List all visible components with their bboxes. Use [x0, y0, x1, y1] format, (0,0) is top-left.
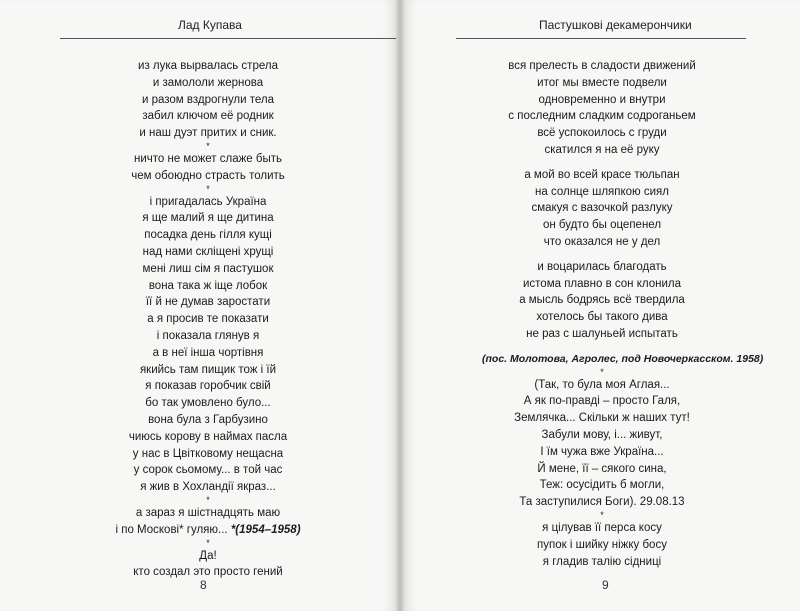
- poem-line: Теж: осусідить б могли,: [539, 479, 665, 492]
- poem-line: і показала глянув я: [156, 329, 260, 342]
- poem-line: я жив в Хохландії якраз...: [140, 481, 276, 494]
- asterisk-separator: *: [600, 509, 604, 520]
- poem-line: что оказался не у дел: [543, 235, 661, 248]
- left-page-number: 8: [200, 578, 207, 592]
- poem-line: (Так, то була моя Аглая...: [534, 378, 670, 391]
- poem-line: якийсь там пищик тож і їй: [139, 363, 277, 376]
- poem-line: я показав горобчик свій: [145, 380, 271, 393]
- poem-line: Забули мову, і... живут,: [541, 428, 663, 441]
- poem-line: [98, 522, 318, 539]
- poem-line: А як по-правді – просто Галя,: [523, 395, 681, 408]
- right-header-rule: [456, 38, 746, 39]
- poem-line: и замололи жернова: [152, 76, 264, 89]
- poem-line: смакуя с вазочкой разлуку: [531, 202, 673, 215]
- stanza-gap: [482, 251, 722, 259]
- poem-line: я цілував її перса косу: [542, 521, 662, 534]
- poem-line: а мой во всей красе тюльпан: [524, 168, 680, 181]
- poem-line: с последним сладким содроганьем: [508, 110, 696, 123]
- poem-line: из лука вырвалась стрела: [138, 60, 278, 72]
- poem-line: І їм чужа вже Україна...: [540, 445, 664, 458]
- left-page: [0, 0, 396, 611]
- poem-line: одновременно и внутри: [538, 93, 666, 106]
- poem-line: кто создал это просто гений: [133, 566, 283, 579]
- book-gutter: [396, 0, 404, 611]
- place-note: (пос. Молотова, Агролес, под Новочеркасском. 1958): [482, 352, 764, 365]
- poem-line: мені лиш сім я пастушок: [142, 262, 274, 275]
- poem-line: и наш дуэт притих и сник.: [139, 127, 277, 140]
- stanza-gap: [482, 343, 722, 351]
- poem-line: а мысль бодрясь всё твердила: [519, 294, 685, 307]
- poem-line-text: і по Москові* гуляю...: [115, 523, 231, 536]
- poem-line: я гладив талію сідниці: [542, 555, 662, 568]
- right-header: Пастушкові декамерончики: [539, 18, 692, 32]
- poem-line: на солнце шляпкою сиял: [535, 185, 669, 198]
- asterisk-separator: *: [206, 537, 210, 548]
- poem-line: у сорок сьомому... в той час: [133, 464, 283, 477]
- poem-line: не раз с шалуньей испытать: [526, 327, 678, 340]
- poem-line: скатился я на её руку: [544, 143, 660, 156]
- poem-line: вона така ж іще лобок: [148, 279, 268, 292]
- poem-line: всё успокоилось с груди: [537, 127, 667, 140]
- poem-line: і пригадалась Україна: [149, 195, 267, 208]
- poem-line: забил ключом её родник: [142, 110, 274, 123]
- right-page-number: 9: [602, 578, 609, 592]
- stanza-gap: [482, 159, 722, 167]
- poem-line: бо так умовлено було...: [145, 397, 271, 410]
- poem-line: и воцарилась благодать: [537, 260, 667, 273]
- date-note: *(1954–1958): [230, 523, 301, 536]
- poem-line: итог мы вместе подвели: [537, 76, 667, 89]
- poem-line: Й мене, її – сякого сина,: [537, 462, 667, 475]
- right-poem: [482, 58, 764, 570]
- poem-line: посадка день гілля кущі: [144, 229, 272, 242]
- poem-line: ничто не может слаже быть: [133, 152, 283, 165]
- poem-line: пупок і шийку ніжку босу: [537, 538, 667, 551]
- asterisk-separator: *: [206, 494, 210, 505]
- poem-line: а я просив те показати: [147, 313, 269, 326]
- asterisk-separator: *: [206, 183, 210, 194]
- asterisk-separator: *: [206, 140, 210, 151]
- left-poem: [98, 58, 318, 581]
- poem-line: хотелось бы такого дива: [536, 311, 668, 324]
- poem-line: а в неї інша чортівня: [152, 346, 264, 359]
- poem-line: Да!: [199, 549, 217, 562]
- poem-line: истома плавно в сон клонила: [523, 277, 681, 290]
- poem-line: її й не думав заростати: [145, 296, 271, 309]
- poem-line: чем обоюдно страсть толить: [131, 169, 285, 182]
- poem-line: чиюсь корову в наймах пасла: [128, 430, 288, 443]
- left-header-rule: [60, 38, 396, 39]
- poem-line: Землячка... Скільки ж наших тут!: [514, 412, 690, 425]
- poem-line: Та заступилися Боги). 29.08.13: [519, 496, 685, 509]
- asterisk-separator: *: [600, 366, 604, 377]
- poem-line: над нами скліщені хрущі: [142, 245, 274, 258]
- poem-line: вона була з Гарбузино: [148, 413, 268, 426]
- poem-line: он будто бы оцепенел: [542, 219, 662, 232]
- poem-line: а зараз я шістнадцять маю: [135, 506, 281, 519]
- poem-line: и разом вздрогнули тела: [141, 93, 275, 106]
- poem-line: вся прелесть в сладости движений: [508, 60, 696, 72]
- poem-line: я ще малий я ще дитина: [142, 212, 274, 225]
- left-header: Лад Купава: [178, 18, 242, 32]
- poem-line: у нас в Цвітковому нещасна: [132, 447, 284, 460]
- right-page: [404, 0, 800, 611]
